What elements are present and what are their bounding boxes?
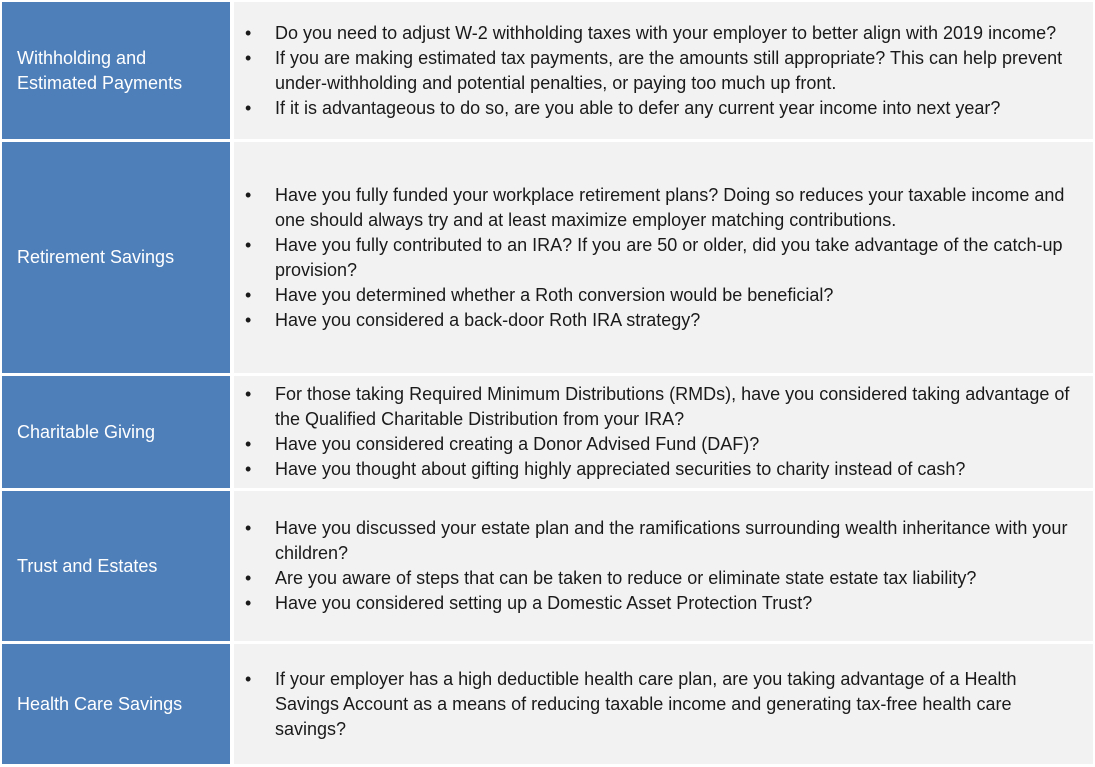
section-label: Retirement Savings: [2, 142, 234, 373]
bullet-icon: •: [245, 184, 252, 205]
question-text: Have you fully funded your workplace retirement plans? Doing so reduces your taxable income and one should always try and at least maximize employer matching contributions.: [275, 184, 1065, 230]
question-text: Are you aware of steps that can be taken to reduce or eliminate state estate tax liability?: [275, 568, 977, 588]
question-list: [234, 516, 1093, 616]
section-row-retirement: [2, 142, 1093, 373]
section-content: [234, 644, 1093, 764]
section-row-charitable: [2, 376, 1093, 488]
section-row-trust-estates: [2, 491, 1093, 641]
question-text: Have you considered setting up a Domestic Asset Protection Trust?: [275, 593, 813, 613]
list-item: [245, 566, 1093, 591]
bullet-icon: •: [245, 518, 252, 538]
section-label: Health Care Savings: [2, 644, 234, 764]
question-text: If it is advantageous to do so, are you able to defer any current year income into next year?: [275, 97, 1001, 118]
section-row-withholding: [2, 2, 1093, 139]
bullet-icon: •: [245, 434, 252, 454]
list-item: [245, 382, 1093, 432]
section-content: [234, 142, 1093, 373]
question-text: Have you fully contributed to an IRA? If you are 50 or older, did you take advantage of the catch-up provision?: [275, 234, 1063, 280]
section-label: Trust and Estates: [2, 491, 234, 641]
list-item: [245, 457, 1093, 482]
bullet-icon: •: [245, 309, 252, 330]
list-item: [245, 516, 1093, 566]
question-text: If your employer has a high deductible health care plan, are you taking advantage of a Health Savings Account as a means of reducing taxable income and generating tax-free health care savings?: [275, 668, 1017, 739]
bullet-icon: •: [245, 234, 252, 255]
bullet-icon: •: [245, 593, 252, 613]
bullet-icon: •: [245, 47, 252, 68]
bullet-icon: •: [245, 22, 252, 43]
list-item: [245, 432, 1093, 457]
list-item: [245, 667, 1093, 742]
question-list: [234, 183, 1093, 333]
list-item: [245, 283, 1093, 308]
question-text: Do you need to adjust W-2 withholding taxes with your employer to better align with 2019 income?: [275, 22, 1057, 43]
question-text: Have you considered a back-door Roth IRA strategy?: [275, 309, 701, 330]
section-row-health-care: [2, 644, 1093, 764]
list-item: [245, 46, 1093, 96]
bullet-icon: •: [245, 97, 252, 118]
question-list: [234, 667, 1093, 742]
list-item: [245, 96, 1093, 121]
list-item: [245, 21, 1093, 46]
bullet-icon: •: [245, 384, 252, 404]
question-list: [234, 21, 1093, 121]
section-label: Charitable Giving: [2, 376, 234, 488]
bullet-icon: •: [245, 668, 252, 689]
question-text: Have you determined whether a Roth conversion would be beneficial?: [275, 284, 834, 305]
question-list: [234, 382, 1093, 482]
bullet-icon: •: [245, 284, 252, 305]
list-item: [245, 591, 1093, 616]
section-content: [234, 376, 1093, 488]
list-item: [245, 233, 1093, 283]
section-label: Withholding and Estimated Payments: [2, 2, 234, 139]
question-text: Have you discussed your estate plan and the ramifications surrounding wealth inheritance with your children?: [275, 518, 1068, 563]
section-content: [234, 2, 1093, 139]
bullet-icon: •: [245, 568, 252, 588]
question-text: If you are making estimated tax payments, are the amounts still appropriate? This can help prevent under-withholding and potential penalties, or paying too much up front.: [275, 47, 1063, 93]
section-content: [234, 491, 1093, 641]
list-item: [245, 183, 1093, 233]
question-text: For those taking Required Minimum Distributions (RMDs), have you considered taking advantage of the Qualified Charitable Distribution from your IRA?: [275, 384, 1070, 429]
question-text: Have you considered creating a Donor Advised Fund (DAF)?: [275, 434, 760, 454]
list-item: [245, 308, 1093, 333]
question-text: Have you thought about gifting highly appreciated securities to charity instead of cash?: [275, 459, 966, 479]
bullet-icon: •: [245, 459, 252, 479]
